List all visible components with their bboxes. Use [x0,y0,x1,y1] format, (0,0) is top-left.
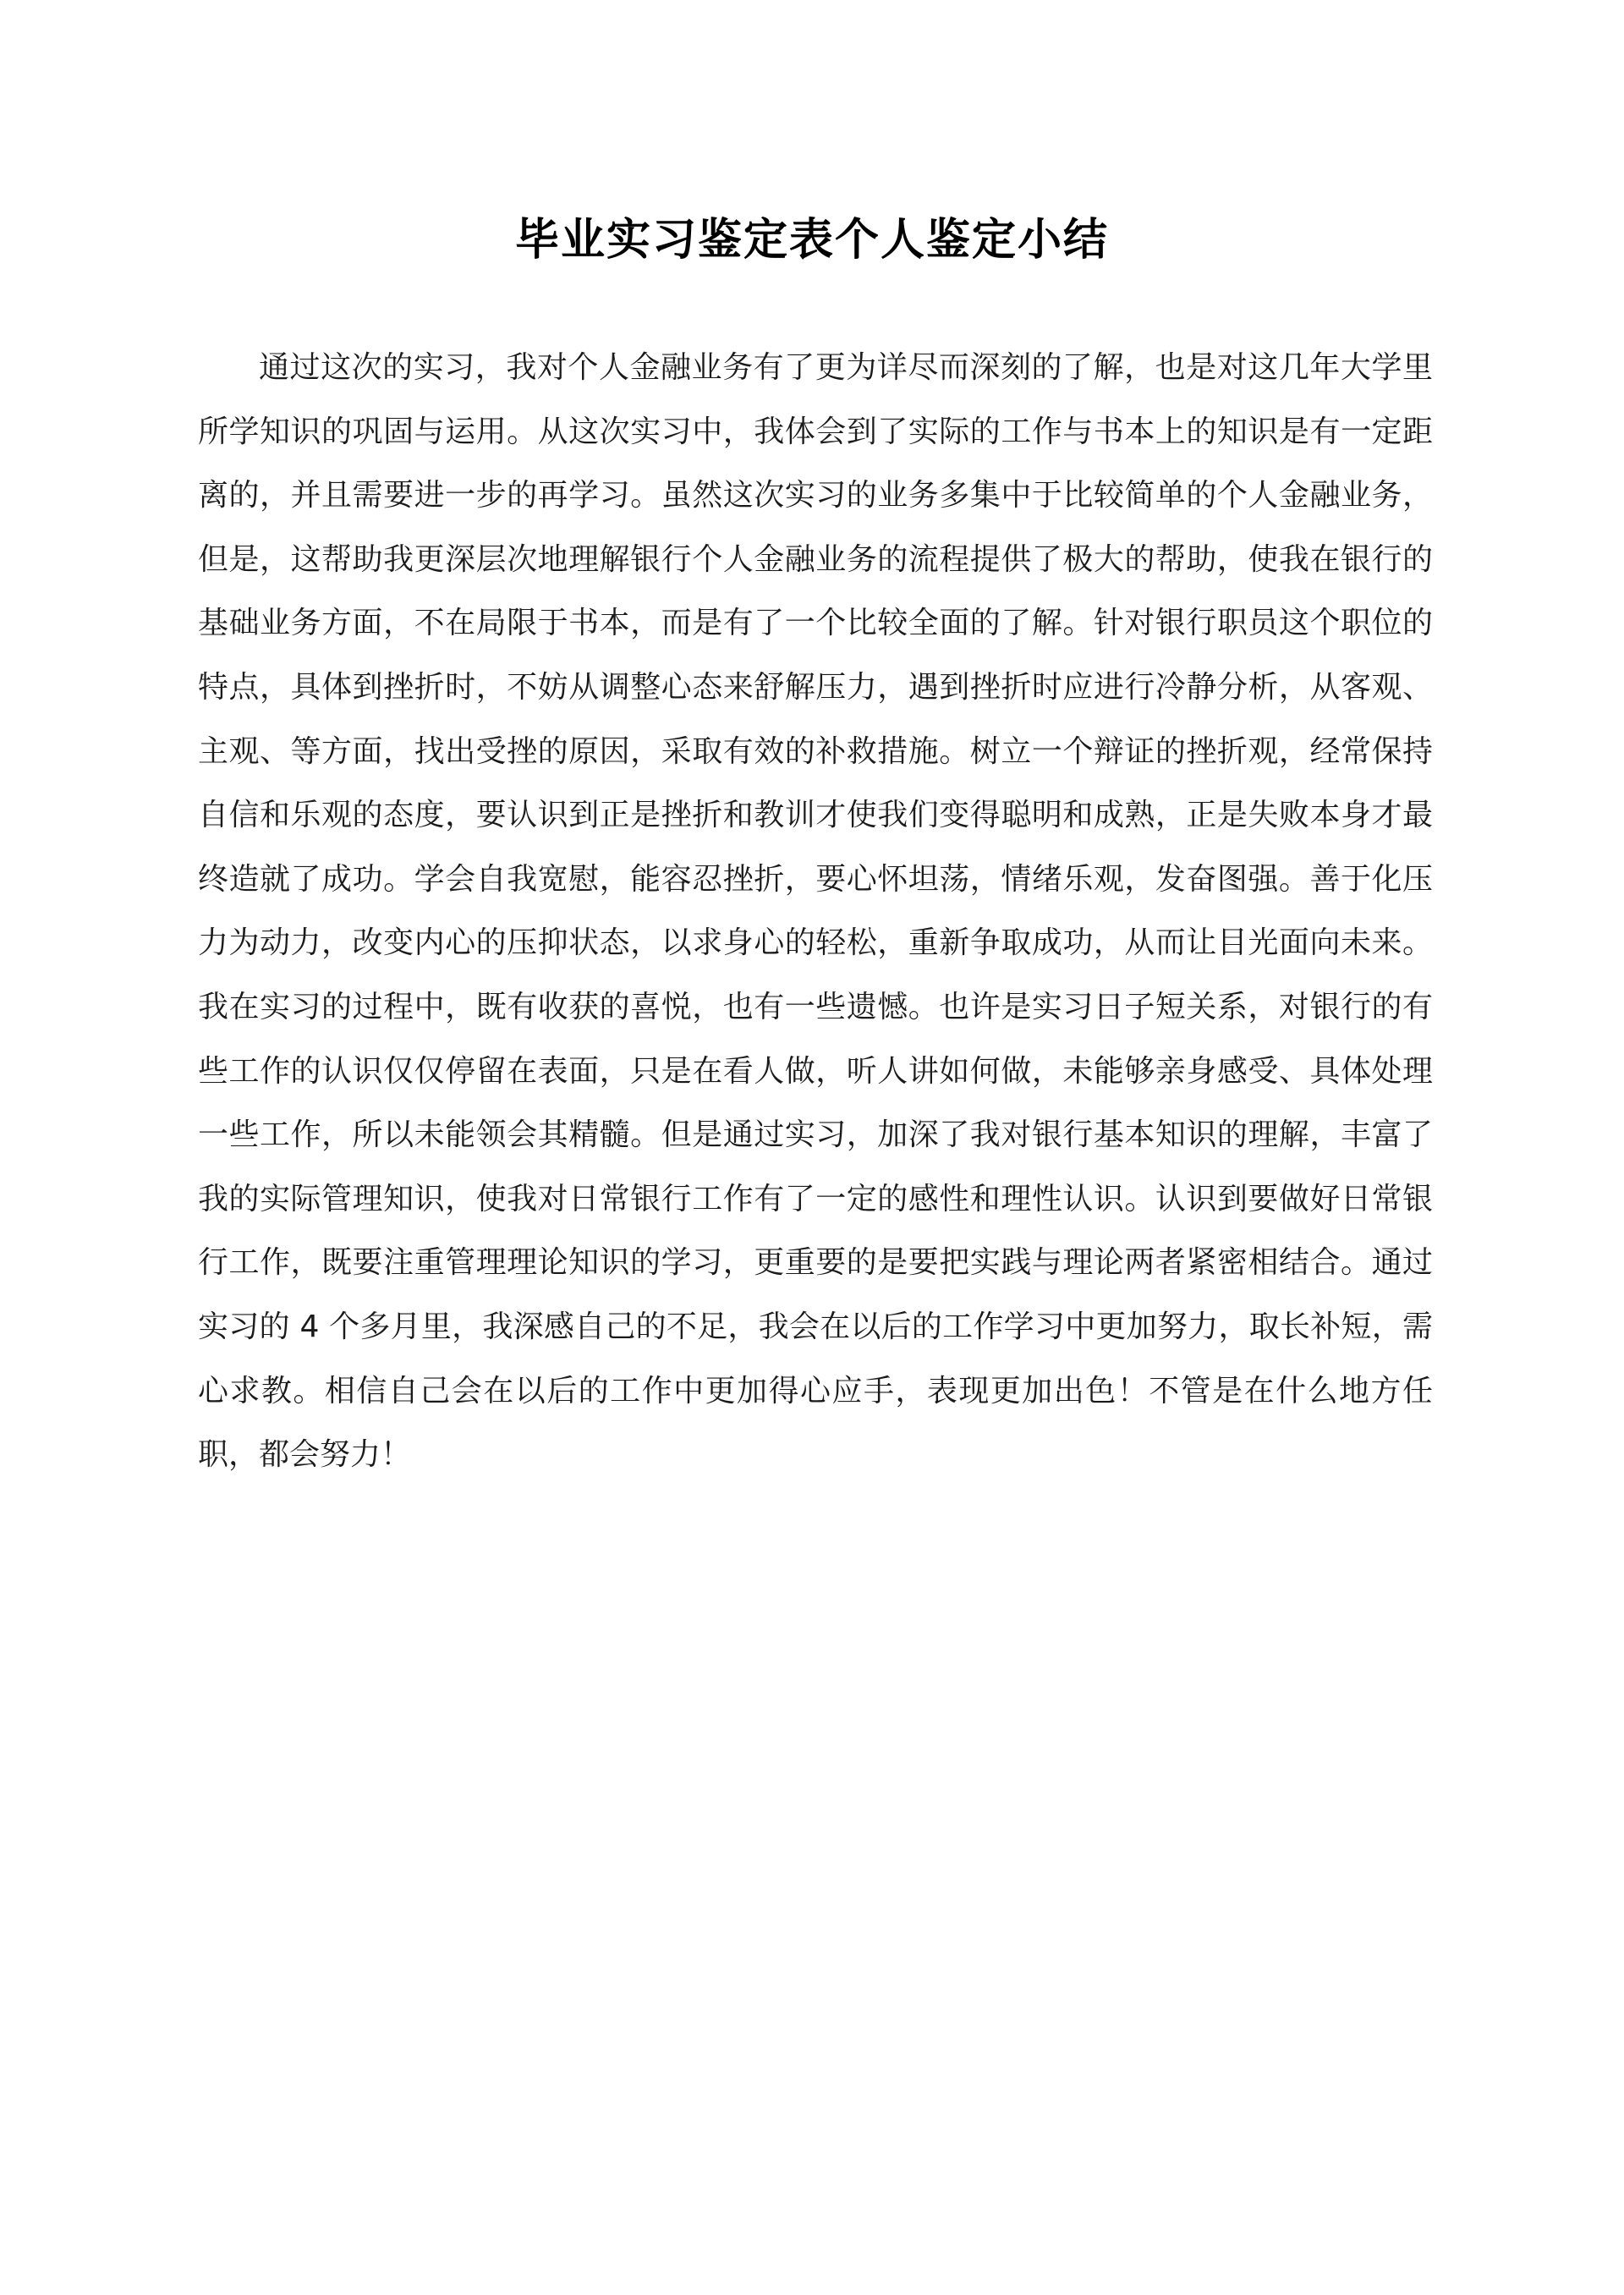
document-title: 毕业实习鉴定表个人鉴定小结 [514,215,1109,266]
document-body-paragraph: 通过这次的实习，我对个人金融业务有了更为详尽而深刻的了解，也是对这几年大学里所学知识的巩固与运用。从这次实习中，我体会到了实际的工作与书本上的知识是有一定距离的，并且需要进一步的再学习。虽然这次实习的业务多集中于比较简单的个人金融业务，但是，这帮助我更深层次地理解银行个人金融业务的流程提供了极大的帮助，使我在银行的基础业务方面，不在局限于书本，而是有了一个比较全面的了解。针对银行职员这个职位的特点，具体到挫折时，不妨从调整心态来舒解压力，遇到挫折时应进行冷静分析，从客观、主观、等方面，找出受挫的原因，采取有效的补救措施。树立一个辩证的挫折观，经常保持自信和乐观的态度，要认识到正是挫折和教训才使我们变得聪明和成熟，正是失败本身才最终造就了成功。学会自我宽慰，能容忍挫折，要心怀坦荡，情绪乐观，发奋图强。善于化压力为动力，改变内心的压抑状态，以求身心的轻松，重新争取成功，从而让目光面向未来。我在实习的过程中，既有收获的喜悦，也有一些遗憾。也许是实习日子短关系，对银行的有些工作的认识仅仅停留在表面，只是在看人做，听人讲如何做，未能够亲身感受、具体处理一些工作，所以未能领会其精髓。但是通过实习，加深了我对银行基本知识的理解，丰富了我的实际管理知识，使我对日常银行工作有了一定的感性和理性认识。认识到要做好日常银行工作，既要注重管理理论知识的学习，更重要的是要把实践与理论两者紧密相结合。通过实习的 4 个多月里，我深感自己的不足，我会在以后的工作学习中更加努力，取长补短，需心求教。相信自己会在以后的工作中更加得心应手，表现更加出色！不管是在什么地方任职，都会努力！ [198,350,1433,1473]
